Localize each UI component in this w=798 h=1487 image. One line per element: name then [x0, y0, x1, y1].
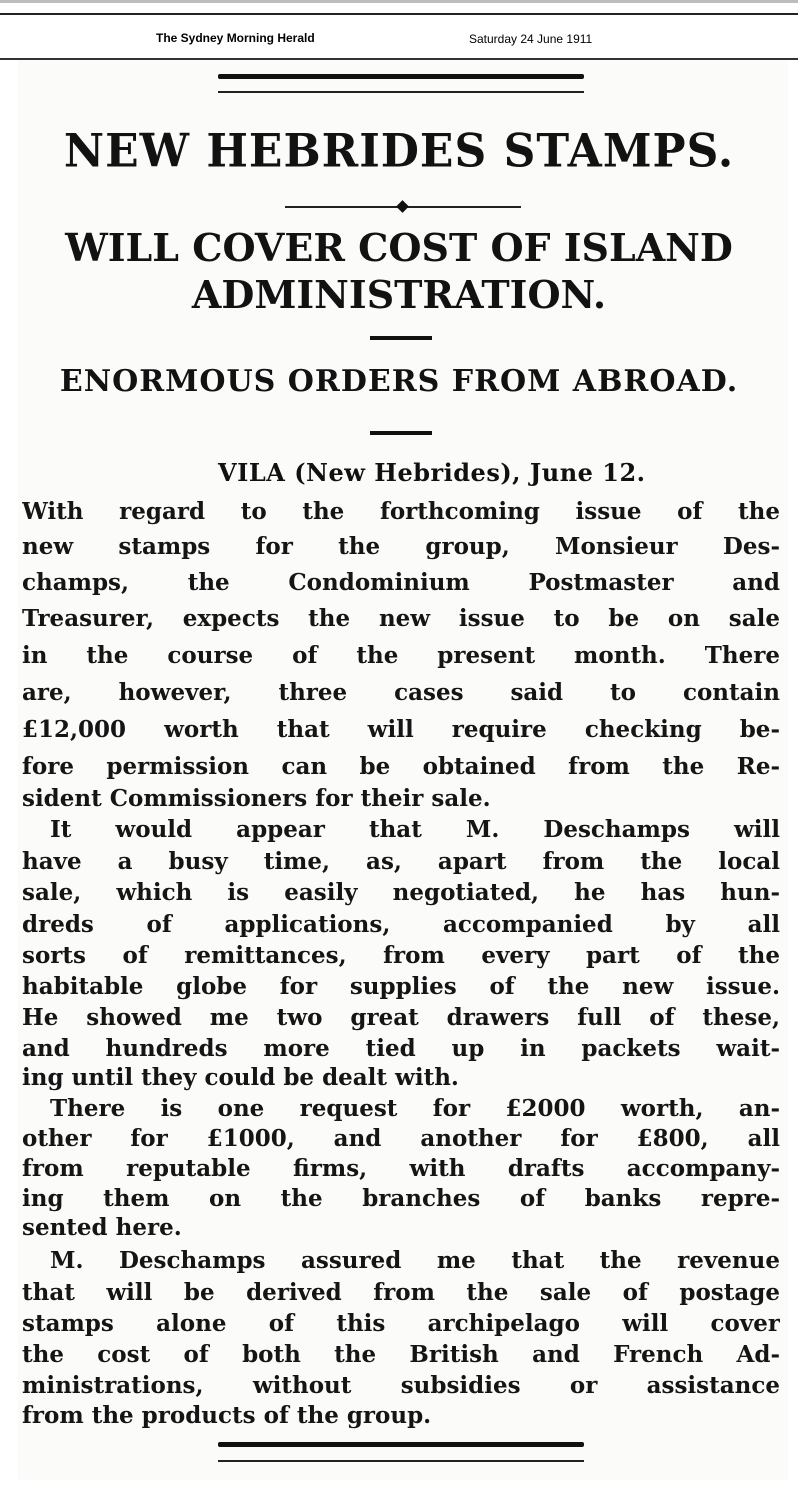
body-line: Treasurer, expects the new issue to be on sale: [22, 605, 780, 632]
body-line: new stamps for the group, Monsieur Des-: [22, 533, 780, 560]
body-line: are, however, three cases said to contain: [22, 679, 780, 706]
body-line: sented here.: [22, 1214, 182, 1241]
body-line: He showed me two great drawers full of these,: [22, 1004, 780, 1031]
body-line: sale, which is easily negotiated, he has hun-: [22, 879, 780, 906]
top-rule-thin: [218, 91, 584, 93]
headline: NEW HEBRIDES STAMPS.: [63, 124, 735, 179]
body-line: other for £1000, and another for £800, all: [22, 1125, 780, 1152]
body-line: in the course of the present month. There: [22, 642, 780, 669]
publication-name: The Sydney Morning Herald: [156, 31, 315, 45]
body-line: habitable globe for supplies of the new issue.: [22, 973, 780, 1000]
body-line: There is one request for £2000 worth, an-: [50, 1095, 780, 1122]
body-line: dreds of applications, accompanied by all: [22, 911, 780, 938]
subheadline-line-2: ADMINISTRATION.: [191, 272, 607, 317]
body-line: It would appear that M. Deschamps will: [50, 816, 780, 843]
body-line: fore permission can be obtained from the Re-: [22, 753, 780, 780]
body-line: that will be derived from the sale of postage: [22, 1279, 780, 1306]
body-line: ministrations, without subsidies or assistance: [22, 1372, 780, 1399]
body-line: the cost of both the British and French Ad-: [22, 1341, 780, 1368]
body-line: champs, the Condominium Postmaster and: [22, 569, 780, 596]
body-line: ing until they could be dealt with.: [22, 1064, 459, 1091]
body-line: from reputable firms, with drafts accompany-: [22, 1155, 780, 1182]
body-line: sorts of remittances, from every part of the: [22, 942, 780, 969]
top-rule-thick: [218, 74, 584, 79]
dateline: VILA (New Hebrides), June 12.: [218, 458, 646, 487]
body-line: M. Deschamps assured me that the revenue: [50, 1247, 780, 1274]
body-line: ing them on the branches of banks repre-: [22, 1185, 780, 1212]
body-line: £12,000 worth that will require checking be-: [22, 716, 780, 743]
body-line: have a busy time, as, apart from the local: [22, 848, 780, 875]
body-line: stamps alone of this archipelago will cover: [22, 1310, 780, 1337]
header-top-rule: [0, 13, 798, 15]
body-line: and hundreds more tied up in packets wait-: [22, 1035, 780, 1062]
separator-dash-1: [370, 336, 432, 340]
bottom-rule-thin: [218, 1460, 584, 1462]
publication-date: Saturday 24 June 1911: [469, 32, 593, 46]
bottom-rule-thick: [218, 1442, 584, 1447]
page-header: [0, 0, 798, 60]
body-line: With regard to the forthcoming issue of the: [22, 498, 780, 525]
body-line: sident Commissioners for their sale.: [22, 785, 491, 812]
subheadline-2: ENORMOUS ORDERS FROM ABROAD.: [59, 364, 739, 399]
separator-dash-2: [370, 431, 432, 435]
subheadline-line-1: WILL COVER COST OF ISLAND: [65, 225, 733, 270]
body-line: from the products of the group.: [22, 1402, 432, 1429]
